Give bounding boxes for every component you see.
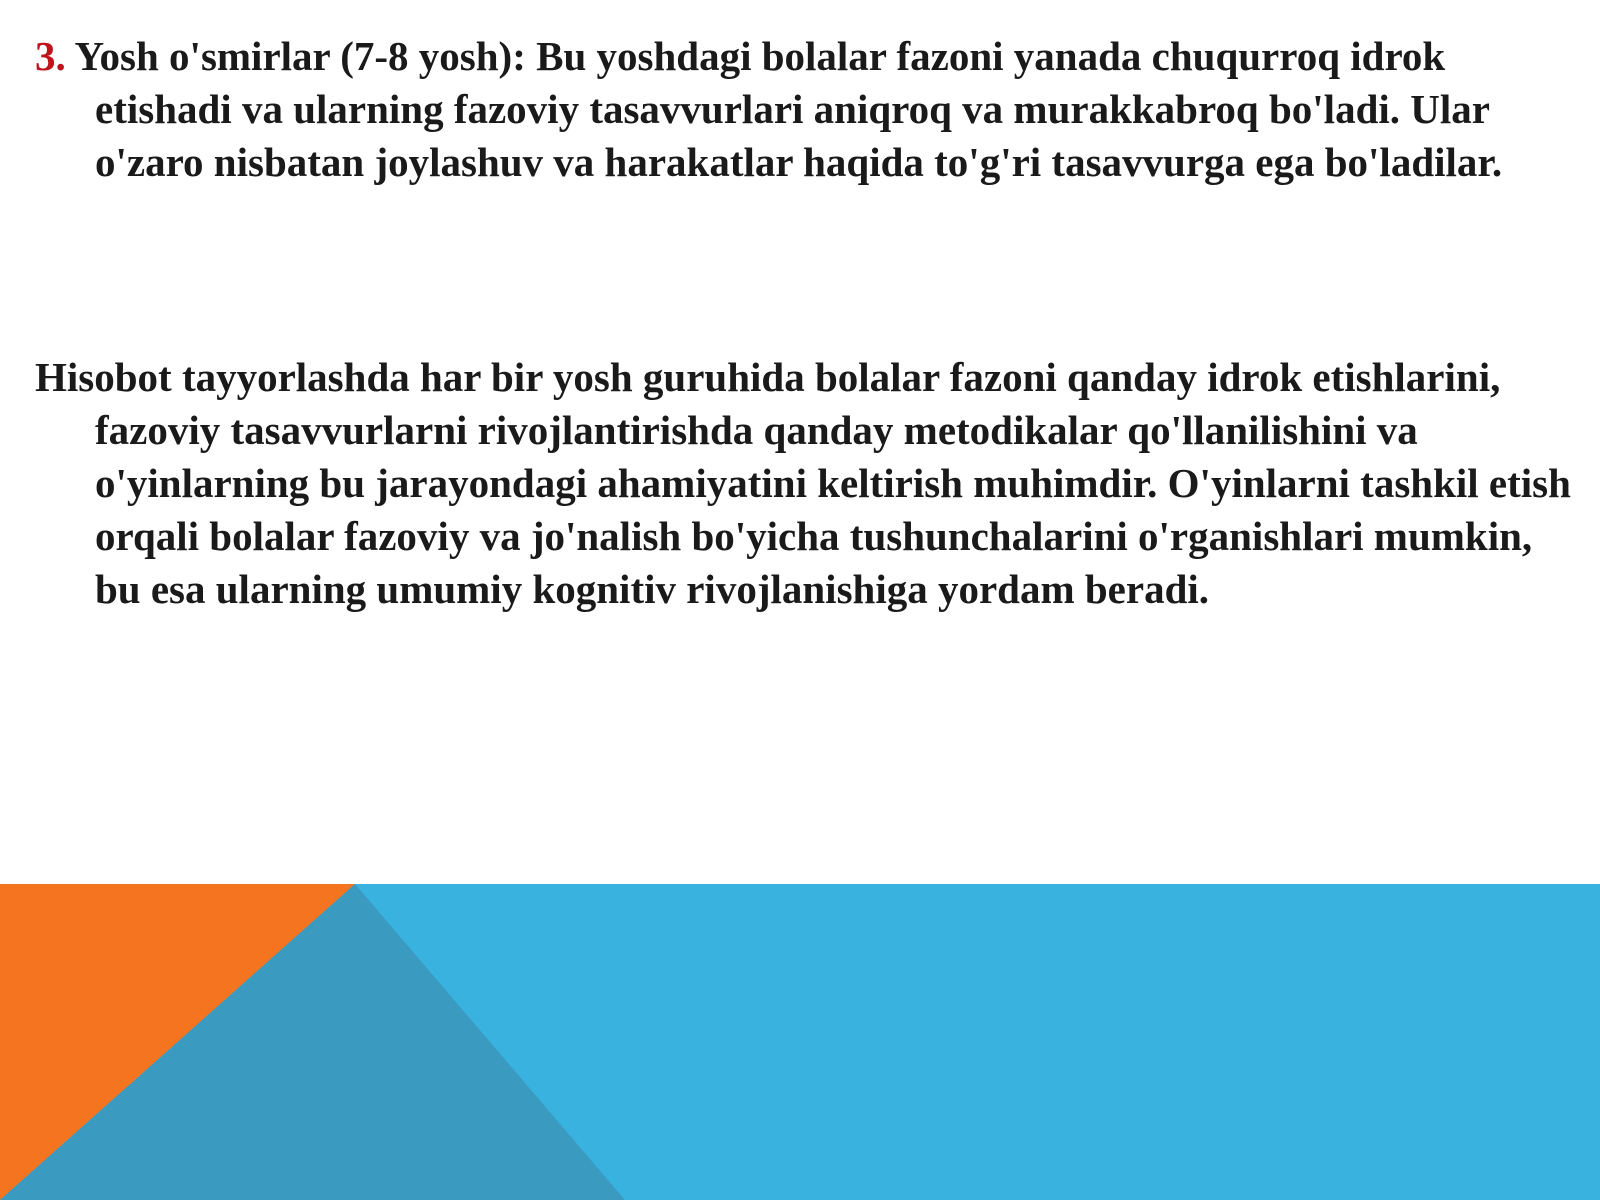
footer-decoration bbox=[0, 884, 1600, 1200]
list-number: 3. bbox=[35, 33, 66, 79]
slide-body bbox=[35, 30, 1580, 616]
paragraph-age-7-8-text: Yosh o'smirlar (7-8 yosh): Bu yoshdagi bolalar fazoni yanada chuqurroq idrok etishadi va ularning fazoviy tasavvurlari aniqroq va murakkabroq bo'ladi. Ular o'zaro nisbatan joylashuv va harakatlar haqida to'g'ri tasavvurga ega bo'ladilar. bbox=[65, 33, 1503, 185]
decorative-shapes bbox=[0, 884, 1600, 1200]
paragraph-age-7-8 bbox=[35, 30, 1580, 189]
paragraph-report-summary: Hisobot tayyorlashda har bir yosh guruhida bolalar fazoni qanday idrok etishlarini, fazoviy tasavvurlarni rivojlantirishda qanday metodikalar qo'llanilishini va o'yinlarning bu jarayondagi ahamiyatini keltirish muhimdir. O'yinlarni tashkil etish orqali bolalar fazoviy va jo'nalish bo'yicha tushunchalarini o'rganishlari mumkin, bu esa ularning umumiy kognitiv rivojlanishiga yordam beradi. bbox=[35, 354, 1571, 612]
